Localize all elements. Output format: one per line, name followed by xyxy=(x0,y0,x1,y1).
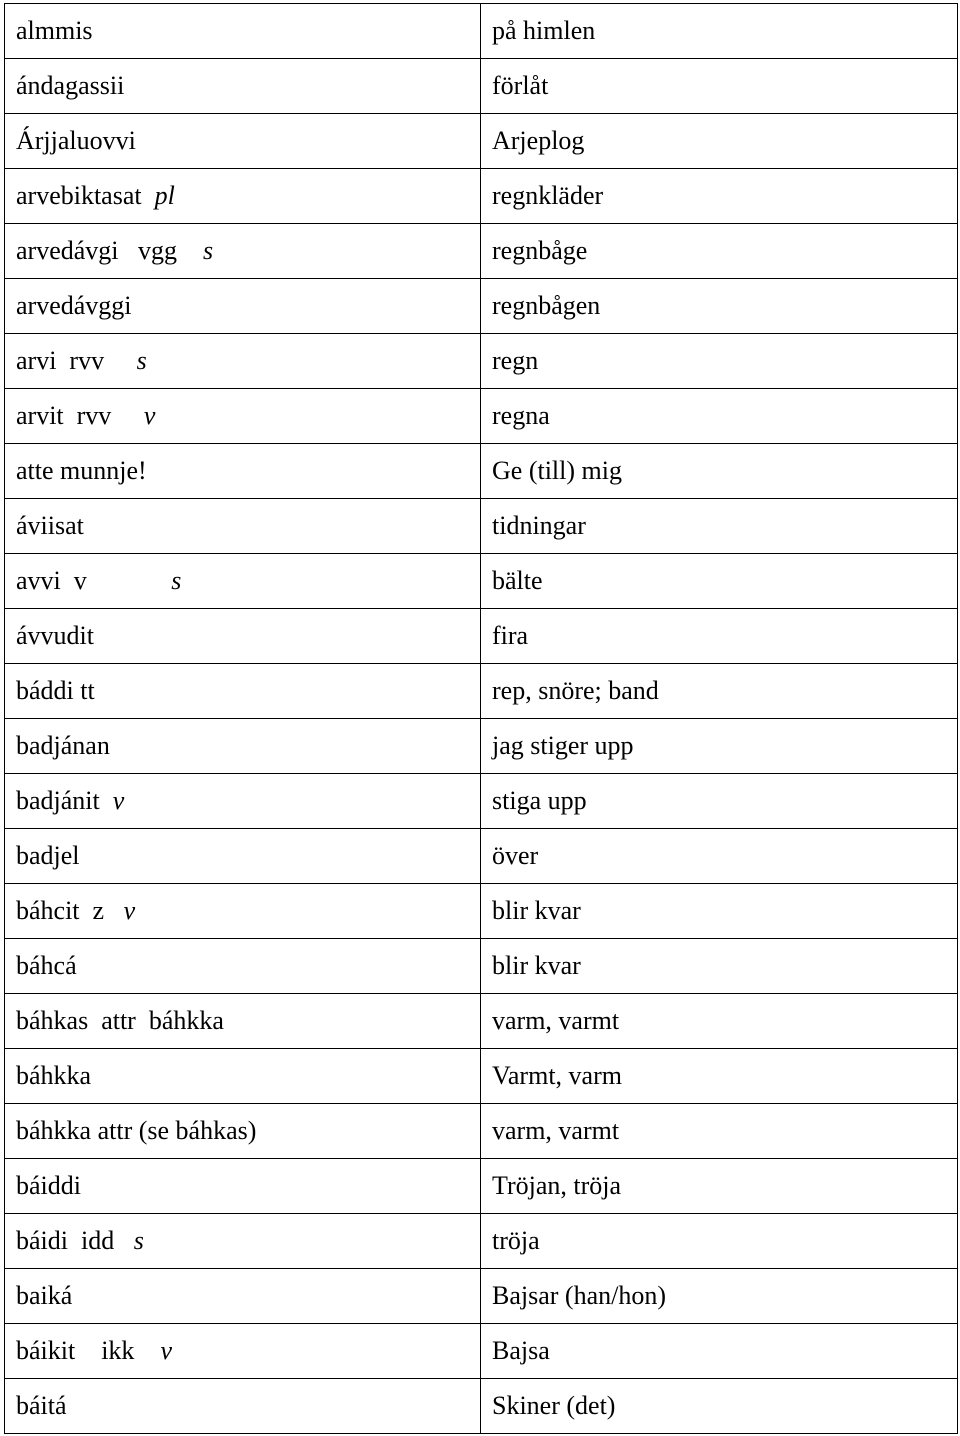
swedish-translation-text: regnbåge xyxy=(492,236,588,265)
swedish-translation-cell xyxy=(481,719,958,774)
swedish-translation-text: tidningar xyxy=(492,511,586,540)
sami-term-cell xyxy=(5,1049,481,1104)
swedish-translation-text: Ge (till) mig xyxy=(492,456,622,485)
sami-term-cell xyxy=(5,389,481,444)
table-row xyxy=(5,829,958,884)
table-row xyxy=(5,664,958,719)
sami-term-text: badjel xyxy=(16,841,80,870)
grammar-tag: v xyxy=(112,786,125,815)
sami-term-cell xyxy=(5,279,481,334)
swedish-translation-cell xyxy=(481,829,958,884)
sami-term-text: almmis xyxy=(16,16,93,45)
swedish-translation-text: varm, varmt xyxy=(492,1116,620,1145)
swedish-translation-cell xyxy=(481,774,958,829)
table-row xyxy=(5,389,958,444)
sami-term-cell xyxy=(5,224,481,279)
table-row xyxy=(5,994,958,1049)
swedish-translation-text: på himlen xyxy=(492,16,596,45)
table-row xyxy=(5,224,958,279)
swedish-translation-text: Arjeplog xyxy=(492,126,585,155)
sami-term-text: báhkas attr báhkka xyxy=(16,1006,224,1035)
swedish-translation-text: regnkläder xyxy=(492,181,604,210)
swedish-translation-text: fira xyxy=(492,621,529,650)
sami-term-cell xyxy=(5,719,481,774)
glossary-table xyxy=(4,3,958,1434)
swedish-translation-text: blir kvar xyxy=(492,951,581,980)
swedish-translation-cell xyxy=(481,389,958,444)
sami-term-text: báitá xyxy=(16,1391,67,1420)
swedish-translation-text: blir kvar xyxy=(492,896,581,925)
table-row xyxy=(5,609,958,664)
grammar-tag: v xyxy=(143,401,156,430)
table-row xyxy=(5,169,958,224)
table-row xyxy=(5,1324,958,1379)
sami-term-cell xyxy=(5,664,481,719)
swedish-translation-text: Bajsa xyxy=(492,1336,550,1365)
sami-term-cell xyxy=(5,1159,481,1214)
swedish-translation-cell xyxy=(481,4,958,59)
sami-term-cell xyxy=(5,1324,481,1379)
sami-term-cell xyxy=(5,609,481,664)
sami-term-cell xyxy=(5,994,481,1049)
grammar-tag: s xyxy=(136,346,147,375)
grammar-tag: v xyxy=(160,1336,172,1365)
sami-term-cell xyxy=(5,1104,481,1159)
sami-term-cell xyxy=(5,554,481,609)
sami-term-cell xyxy=(5,774,481,829)
table-row xyxy=(5,719,958,774)
sami-term-text: báhcá xyxy=(16,951,77,980)
table-row xyxy=(5,499,958,554)
swedish-translation-text: regn xyxy=(492,346,539,375)
document-page xyxy=(4,3,957,1433)
swedish-translation-text: bälte xyxy=(492,566,543,595)
sami-term-text: báhkka xyxy=(16,1061,92,1090)
sami-term-text: arvi rvv xyxy=(16,346,137,375)
table-row xyxy=(5,4,958,59)
table-row xyxy=(5,1269,958,1324)
swedish-translation-cell xyxy=(481,554,958,609)
swedish-translation-text: regnbågen xyxy=(492,291,601,320)
table-row xyxy=(5,774,958,829)
swedish-translation-text: jag stiger upp xyxy=(492,731,634,760)
swedish-translation-cell xyxy=(481,59,958,114)
swedish-translation-cell xyxy=(481,664,958,719)
sami-term-text: arvedávgi vgg xyxy=(16,236,204,265)
grammar-tag: s xyxy=(133,1226,144,1255)
sami-term-text: báddi tt xyxy=(16,676,95,705)
table-row xyxy=(5,1159,958,1214)
sami-term-text: baiká xyxy=(16,1281,73,1310)
swedish-translation-cell xyxy=(481,1159,958,1214)
swedish-translation-text: förlåt xyxy=(492,71,549,100)
table-row xyxy=(5,59,958,114)
sami-term-cell xyxy=(5,1379,481,1434)
sami-term-text: ávvudit xyxy=(16,621,94,650)
swedish-translation-text: Bajsar (han/hon) xyxy=(492,1281,667,1310)
sami-term-cell xyxy=(5,829,481,884)
swedish-translation-cell xyxy=(481,1104,958,1159)
sami-term-cell xyxy=(5,1269,481,1324)
sami-term-cell xyxy=(5,334,481,389)
swedish-translation-text: över xyxy=(492,841,539,870)
swedish-translation-cell xyxy=(481,499,958,554)
table-row xyxy=(5,1049,958,1104)
sami-term-cell xyxy=(5,114,481,169)
swedish-translation-cell xyxy=(481,1214,958,1269)
swedish-translation-text: Tröjan, tröja xyxy=(492,1171,622,1200)
swedish-translation-cell xyxy=(481,1269,958,1324)
sami-term-cell xyxy=(5,444,481,499)
table-row xyxy=(5,1214,958,1269)
sami-term-cell xyxy=(5,884,481,939)
swedish-translation-cell xyxy=(481,939,958,994)
table-row xyxy=(5,1379,958,1434)
swedish-translation-cell xyxy=(481,1324,958,1379)
glossary-body xyxy=(5,4,958,1434)
sami-term-text: arvedávggi xyxy=(16,291,132,320)
sami-term-text: arvebiktasat xyxy=(16,181,155,210)
sami-term-text: arvit rvv xyxy=(16,401,144,430)
swedish-translation-text: regna xyxy=(492,401,550,430)
swedish-translation-cell xyxy=(481,994,958,1049)
table-row xyxy=(5,279,958,334)
sami-term-text: báiddi xyxy=(16,1171,81,1200)
sami-term-cell xyxy=(5,4,481,59)
sami-term-text: báhcit z xyxy=(16,896,124,925)
swedish-translation-cell xyxy=(481,1379,958,1434)
grammar-tag: pl xyxy=(154,181,175,210)
sami-term-text: badjánan xyxy=(16,731,110,760)
table-row xyxy=(5,444,958,499)
swedish-translation-cell xyxy=(481,334,958,389)
swedish-translation-text: stiga upp xyxy=(492,786,587,815)
swedish-translation-text: tröja xyxy=(492,1226,540,1255)
sami-term-cell xyxy=(5,59,481,114)
grammar-tag: s xyxy=(171,566,182,595)
sami-term-cell xyxy=(5,939,481,994)
table-row xyxy=(5,1104,958,1159)
sami-term-cell xyxy=(5,1214,481,1269)
sami-term-text: áviisat xyxy=(16,511,84,540)
swedish-translation-cell xyxy=(481,884,958,939)
sami-term-text: Árjjaluovvi xyxy=(16,126,136,155)
swedish-translation-cell xyxy=(481,169,958,224)
table-row xyxy=(5,884,958,939)
swedish-translation-cell xyxy=(481,1049,958,1104)
sami-term-text: badjánit xyxy=(16,786,113,815)
swedish-translation-text: Skiner (det) xyxy=(492,1391,616,1420)
sami-term-text: ándagassii xyxy=(16,71,125,100)
grammar-tag: s xyxy=(203,236,214,265)
table-row xyxy=(5,554,958,609)
swedish-translation-cell xyxy=(481,114,958,169)
swedish-translation-text: rep, snöre; band xyxy=(492,676,659,705)
sami-term-text: báikit ikk xyxy=(16,1336,161,1365)
table-row xyxy=(5,939,958,994)
table-row xyxy=(5,334,958,389)
sami-term-cell xyxy=(5,499,481,554)
swedish-translation-text: varm, varmt xyxy=(492,1006,620,1035)
swedish-translation-cell xyxy=(481,609,958,664)
grammar-tag: v xyxy=(123,896,136,925)
swedish-translation-text: Varmt, varm xyxy=(492,1061,622,1090)
sami-term-cell xyxy=(5,169,481,224)
swedish-translation-cell xyxy=(481,224,958,279)
swedish-translation-cell xyxy=(481,279,958,334)
table-row xyxy=(5,114,958,169)
sami-term-text: báidi idd xyxy=(16,1226,134,1255)
sami-term-text: báhkka attr (se báhkas) xyxy=(16,1116,257,1145)
sami-term-text: atte munnje! xyxy=(16,456,147,485)
swedish-translation-cell xyxy=(481,444,958,499)
sami-term-text: avvi v xyxy=(16,566,172,595)
